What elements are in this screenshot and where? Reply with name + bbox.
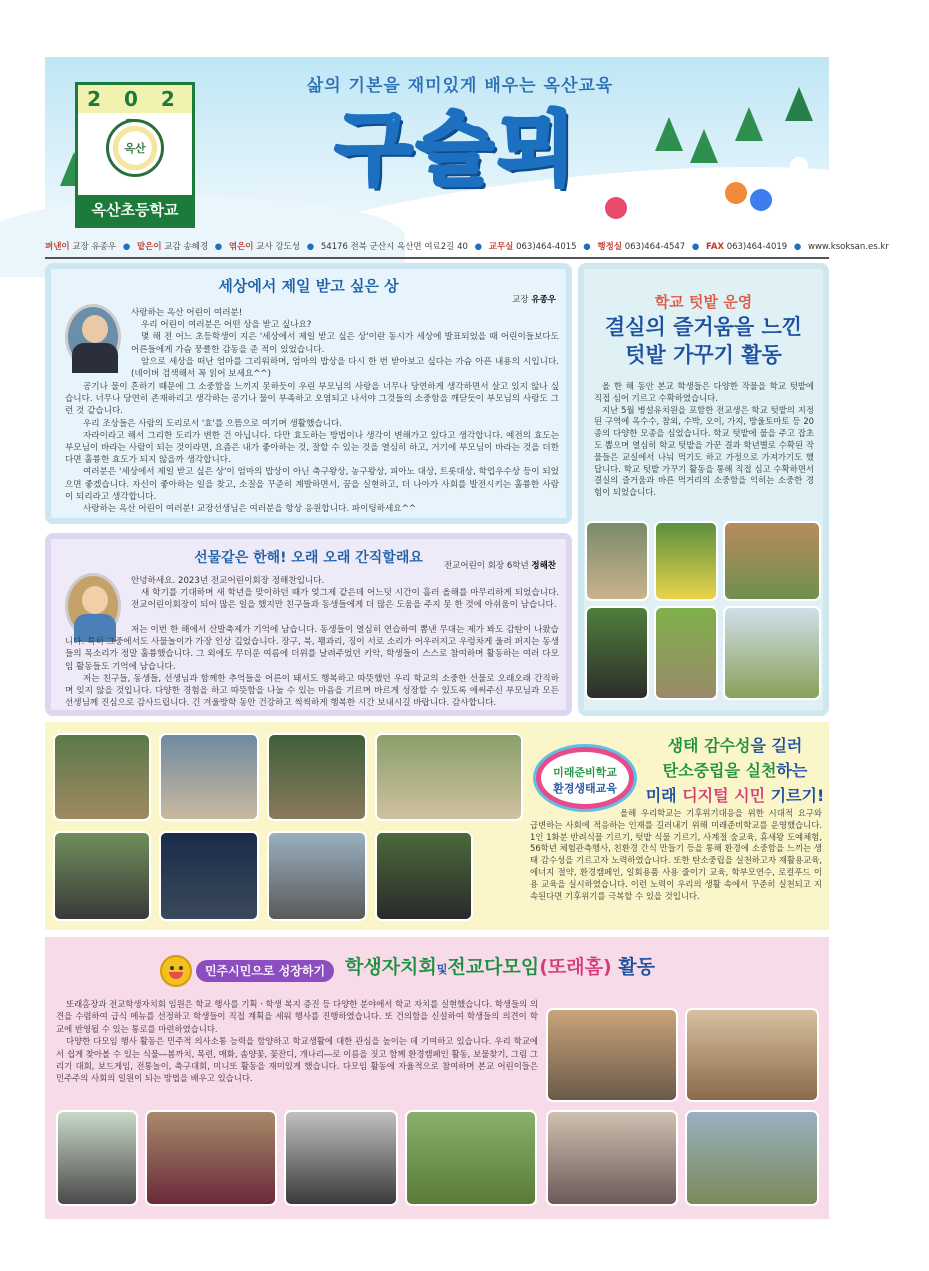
address: 54176 전북 군산시 옥산면 여료2길 40 [320, 242, 468, 252]
eco-photo [159, 733, 259, 821]
garden-photo [654, 606, 718, 700]
sledding-kid-icon [750, 189, 772, 211]
principal-article-title: 세상에서 제일 받고 싶은 상 [218, 277, 399, 295]
newsletter-title: 구슬뫼 [335, 103, 579, 196]
badge-line-2: 환경생태교육 [553, 782, 617, 795]
school-name: 옥산초등학교 [78, 195, 192, 225]
garden-photo [654, 521, 718, 601]
snowman-icon [790, 157, 808, 175]
tree-icon [690, 129, 718, 163]
admin-label: 행정실 [597, 242, 623, 252]
publisher: 교장 유종우 [72, 242, 117, 252]
council-photo [685, 1008, 819, 1102]
council-photo [405, 1110, 537, 1206]
school-emblem-icon [106, 119, 164, 177]
tree-icon [785, 87, 813, 121]
eco-headline: 생태 감수성을 길러 탄소중립을 실천하는 미래 디지털 시민 기르기! [645, 736, 825, 805]
fax-label: FAX [706, 242, 724, 252]
principal-text-body: 공기나 물이 흔하기 때문에 그 소중함을 느끼지 못하듯이 우린 부모님의 사랑을 너무나 당연하게 생각하면서 살고 있지 않나 싶습니다. 너무나 당연히 존재하리고 생각하는 공기나 물이 부족하고 오염되고 나서야 그것들의 소중함을 깨닫듯이 부모님의 사랑도 그런 것 같습니다. 우리 조상들은 사람의 도리로서 '효'를 으뜸으로 여기며 생활했습니다. 자라이라고 해서 그리한 도리가 변한 건 아닙니다. 다만 효도하는 방법이나 생각이 변해가고 있다고 생각합니다. 예전의 효도는 부모님이 바라는 사람이 되는 것이라면, 요즘은 내가 좋아하는 것, 잘할 수 있는 것을 열심히 하고, 거기에 부모님이 바라는 것을 더한다면 훌륭한 효도가 되지 않을까 생각합니다. 여러분은 '세상에서 제일 받고 싶은 상'이 엄마의 밥상이 아닌 축구왕상, 농구왕상, 피아노 대상, 트롯대상, 학업우수상 등이 되었으면 좋겠습니다. 자신이 좋아하는 일을 찾고, 소질을 꾸준히 계발하면서, 꿈을 실현하고, 더 나아가 사회를 발전시키는 훌륭한 사람이 되리라고 생각합니다. 사랑하는 옥산 어린이 여러분! 교장선생님은 여러분을 항상 응원합니다. 파이팅하세요^^ [65, 382, 559, 515]
garden-text: 올 한 해 동안 본교 학생들은 다양한 작물을 학교 텃밭에 직접 심어 기르고 수확하였습니다. 지난 5월 병설유치원을 포함한 전교생은 학교 텃밭의 지정된 구역에 옥수수, 참외, 수박, 오이, 가지, 방울토마토 등 20종의 다양한 모종을 심었습니다. 학교 텃밭에 물을 주고 잡초도 뽑으며 열심히 학교 텃밭을 가꾼 결과 학년별로 수확된 작물들은 교실에서 나눠 먹기도 하고 가정으로 가져가기도 했답니다. 학교 텃밭 가꾸기 활동을 통해 직접 심고 수확하면서 결실의 즐거움과 바른 먹거리의 소중함을 익히는 소중한 경험이 되었습니다. [594, 381, 814, 498]
fax-number: 063)464-4019 [726, 242, 788, 252]
council-photo [145, 1110, 277, 1206]
tree-icon [735, 107, 763, 141]
council-photo [56, 1110, 138, 1206]
slogan: 삶의 기본을 재미있게 배우는 옥산교육 [306, 76, 614, 96]
principal-article [45, 263, 572, 524]
garden-kicker: 학교 텃밭 운영 [654, 293, 753, 311]
eco-photo [267, 733, 367, 821]
compiler-label: 엮은이 [228, 242, 254, 252]
editor: 교감 송혜경 [164, 242, 209, 252]
divider [45, 257, 829, 259]
garden-photo [723, 521, 821, 601]
smiley-icon [160, 955, 192, 987]
student-president-article [45, 533, 572, 716]
garden-headline: 결실의 즐거움을 느낀 텃밭 가꾸기 활동 [604, 315, 803, 367]
eco-photo [375, 733, 523, 821]
admin-phone: 063)464-4547 [624, 242, 686, 252]
year-label: 2 0 2 [78, 85, 192, 113]
compiler: 교사 강도성 [256, 242, 300, 252]
garden-photo [585, 521, 649, 601]
eco-photo [267, 831, 367, 921]
badge-line-1: 미래준비학교 [553, 766, 617, 779]
principal-portrait [65, 304, 121, 370]
council-photo [546, 1008, 678, 1102]
staffroom-label: 교무실 [488, 242, 514, 252]
council-photo [685, 1110, 819, 1206]
sledding-kid-icon [725, 182, 747, 204]
publisher-label: 펴낸이 [45, 242, 70, 252]
student-council-text: 또래홈장과 전교학생자치회 임원은 학교 행사를 기획ㆍ학생 복지 증진 등 다양한 분야에서 학교 자치를 실현했습니다. 학생들의 의견을 수렴하여 급식 메뉴를 선정하고 학생들이 직접 계획을 세워 행사를 진행하였습니다. 또 건의함을 신설하여 학생들의 의견이 학교에 반영될 수 있는 통로를 마련하였습니다. 다양한 다모임 행사 활동은 민주적 의사소통 능력을 함양하고 학교생활에 대한 관심을 높이는 데 기여하고 있습니다. 우리 학교에서 쉽게 찾아볼 수 있는 식물―봄까치, 목련, 매화, 솜양꽃, 꽃잔디, 개나리―로 이름을 짓고 함께 환경캠페인 활동, 보물찾기, 그림 그리기 대회, 보드게임, 전통놀이, 축구대회, 미니또 활동을 재미있게 했습니다. 다모임 활동에 자율적으로 참여하며 본교 어린이들은 민주주의 사회의 일원이 되는 방법을 배우고 있습니다. [56, 999, 538, 1084]
eco-photo [53, 733, 151, 821]
student-article-title: 선물같은 한해! 오래 오래 간직할래요 [194, 550, 423, 566]
editor-label: 맡은이 [136, 242, 162, 252]
principal-text-intro: 사랑하는 옥산 어린이 여러분! 우리 어린이 여러분은 어떤 상을 받고 싶나요? 몇 해 전 어느 초등학생이 지은 '세상에서 제일 받고 싶은 상'이란 동시가 세상에 발표되었을 때 어린이들보다도 어른들에게 가슴 뭉클한 감동을 준 적이 있었습니다. 암으로 세상을 떠난 엄마를 그리워하며, 엄마의 밥상을 다시 한 번 받아보고 싶다는 가슴 아픈 내용의 시입니다.(네이버 검색해서 꼭 읽어 보세요^^) [131, 308, 559, 380]
student-text-body: 저는 이번 한 해에서 산발축제가 기억에 남습니다. 동생들이 열심히 연습하여 뽐낸 무대는 제가 봐도 감탄이 나왔습니다. 특히 그중에서도 사물놀이가 가장 인상 깊었습니다. 장구, 북, 꽹과리, 징이 서로 소리가 어우러지고 우렁차게 울려 퍼지는 동생들의 목소리가 정말 훌륭했습니다. 그 외에도 무더운 여름에 더위를 날려주었던 키악, 학생들이 스스로 참여하며 활동하는 여러 다모임 활동들도 기억에 남습니다. 저는 친구들, 동생들, 선생님과 함께한 추억들을 어른이 돼서도 행복하고 따뜻했던 우리 학교의 소중한 선물로 오래오래 간직하며 잊지 않을 것입니다. 다양한 경험을 하고 따뜻함을 나눌 수 있는 마음을 기르며 바르게 성장할 수 있도록 애써주신 부모님과 모든 선생님께 진심으로 감사드립니다. 긴 겨울방학 동안 건강하고 씩씩하게 행복한 시간 보내시길 바랍니다. 감사합니다. [65, 625, 559, 709]
publication-info: 펴낸이 교장 유종우 ● 맡은이 교감 송혜경 ● 엮은이 교사 강도성 ● 54176 전북 군산시 옥산면 여료2길 40 ● 교무실 063)464-4015 ● 행정실 063)464-4547 ● FAX 063)464-4019 ● www.ksoksan.es.kr [45, 242, 889, 252]
garden-photo [723, 606, 821, 700]
kid-icon [605, 197, 627, 219]
principal-byline: 교장 유종우 [512, 295, 556, 305]
eco-photo [159, 831, 259, 921]
website-link[interactable]: www.ksoksan.es.kr [808, 242, 889, 252]
student-byline: 전교어린이 회장 6학년 정해찬 [443, 561, 556, 571]
eco-photo [53, 831, 151, 921]
future-school-badge [536, 747, 634, 809]
emblem-text: 옥산 [124, 142, 146, 155]
garden-photo [585, 606, 649, 700]
student-text-intro: 안녕하세요. 2023년 전교어린이회장 정해찬입니다. 새 학기를 기대하며 새 학년을 맞이하던 때가 엊그제 같은데 어느덧 시간이 흘러 올해를 마무리하게 되었습니다. 전교어린이회장이 되어 많은 일을 했지만 친구들과 동생들에게 더 많은 도움을 주지 못 한 것에 아쉬움이 남습니다. [131, 576, 559, 611]
council-photo [284, 1110, 398, 1206]
student-council-headline: 학생자치회및전교다모임(또래홈) 활동 [345, 956, 655, 978]
council-photo [546, 1110, 678, 1206]
tree-icon [655, 117, 683, 151]
eco-text: 올해 우리학교는 기후위기대응을 위한 시대적 요구와 급변하는 사회에 적응하는 인재를 길러내기 위해 미래준비학교를 운영했습니다. 1인 1화분 반려식물 기르기, 텃밭 식물 기르기, 사계절 숲교육, 휴새왕 도예체험, 56학년 체험관측행사, 친환경 간식 만들기 등을 통해 환경에 소중함을 느끼는 생태 감수성을 기르고자 노력하였습니다. 또한 탄소중립을 실천하고자 재활용교육, 에너지 절약, 환경캠페인, 일회용품 사용 줄이기 교육, 학부모연수, 로컬푸드 이용 교육을 실시하였습니다. 이런 노력이 우리의 생활 속에서 꾸준히 실천되고 지속된다면 기후위기를 극복할 수 있을 것입니다. [530, 808, 822, 901]
school-badge [75, 82, 195, 228]
democracy-pill: 민주시민으로 성장하기 [196, 960, 334, 982]
eco-photo [375, 831, 473, 921]
staffroom-phone: 063)464-4015 [516, 242, 577, 252]
